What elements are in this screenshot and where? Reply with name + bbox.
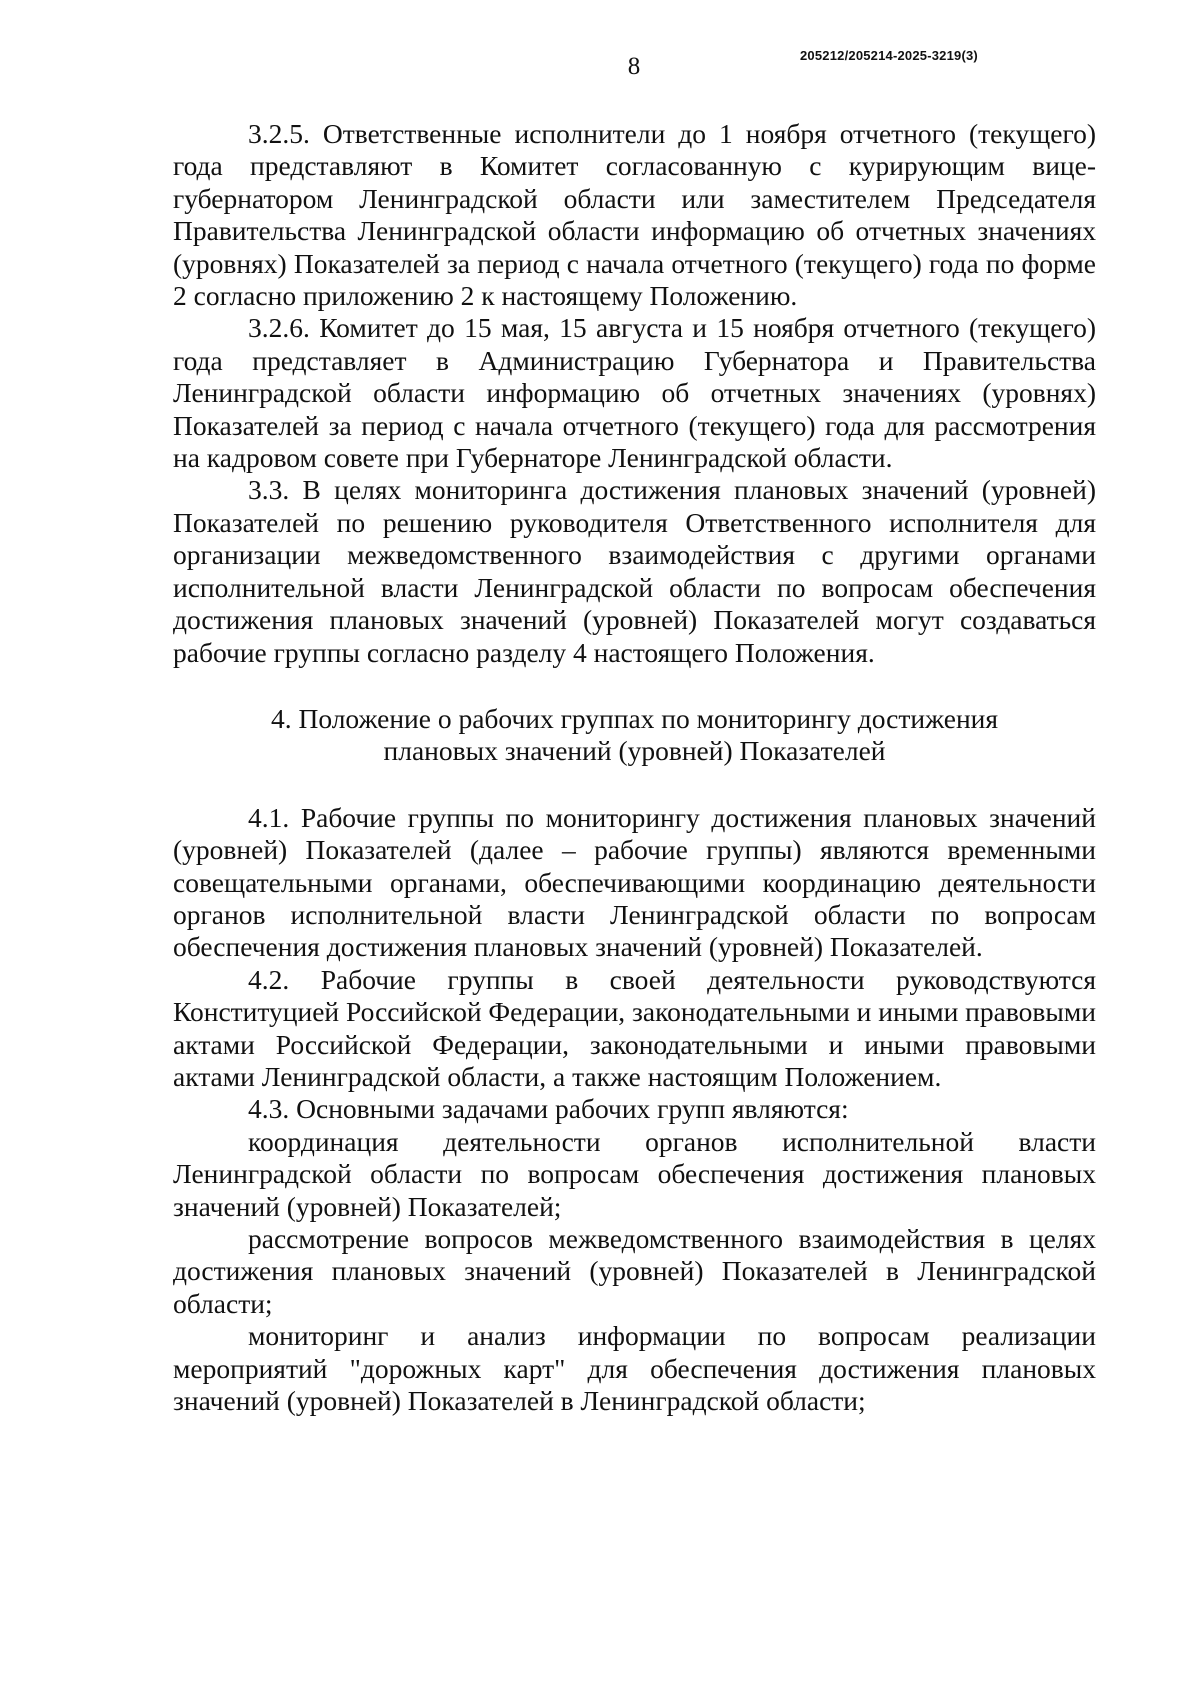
section-4-heading-line-2: плановых значений (уровней) Показателей <box>383 735 886 767</box>
task-item-coordination: координация деятельности органов исполнительной власти Ленинградской области по вопросам обеспечения достижения плановых значений (уровней) Показателей; <box>173 1125 1096 1222</box>
paragraph-4-1: 4.1. Рабочие группы по мониторингу достижения плановых значений (уровней) Показателей (далее – рабочие группы) являются временными совещательными органами, обеспечивающими координацию деятельности органов исполнительной власти Ленинградской области по вопросам обеспечения достижения плановых значений (уровней) Показателей. <box>173 801 1096 963</box>
section-4-heading <box>173 669 1096 802</box>
paragraph-3-2-5: 3.2.5. Ответственные исполнители до 1 ноября отчетного (текущего) года представляют в Комитет согласованную с курирующим вице-губернатором Ленинградской области или заместителем Председателя Правительства Ленинградской области информацию об отчетных значениях (уровнях) Показателей за период с начала отчетного (текущего) года по форме 2 согласно приложению 2 к настоящему Положению. <box>173 118 1096 312</box>
document-body <box>173 118 1096 1417</box>
task-item-interaction: рассмотрение вопросов межведомственного взаимодействия в целях достижения плановых значений (уровней) Показателей в Ленинградской области; <box>173 1223 1096 1319</box>
paragraph-4-2: 4.2. Рабочие группы в своей деятельности руководствуются Конституцией Российской Федерации, законодательными и иными правовыми актами Российской Федерации, законодательными и иными правовыми актами Ленинградской области, а также настоящим Положением. <box>173 963 1096 1092</box>
document-registration-code: 205212/205214-2025-3219(3) <box>800 48 978 63</box>
paragraph-3-2-6: 3.2.6. Комитет до 15 мая, 15 августа и 15 ноября отчетного (текущего) года представляет в Администрацию Губернатора и Правительства Ленинградской области информацию об отчетных значениях (уровнях) Показателей за период с начала отчетного (текущего) года для рассмотрения на кадровом совете при Губернаторе Ленинградской области. <box>173 312 1096 474</box>
task-item-monitoring: мониторинг и анализ информации по вопросам реализации мероприятий "дорожных карт" для обеспечения достижения плановых значений (уровней) Показателей в Ленинградской области; <box>173 1320 1096 1417</box>
section-4-heading-line-1: 4. Положение о рабочих группах по мониторингу достижения <box>270 702 999 734</box>
paragraph-3-3: 3.3. В целях мониторинга достижения плановых значений (уровней) Показателей по решению руководителя Ответственного исполнителя для организации межведомственного взаимодействия с другими органами исполнительной власти Ленинградской области по вопросам обеспечения достижения плановых значений (уровней) Показателей могут создаваться рабочие группы согласно разделу 4 настоящего Положения. <box>173 474 1096 668</box>
page-number: 8 <box>627 53 641 80</box>
paragraph-4-3: 4.3. Основными задачами рабочих групп являются: <box>248 1093 849 1125</box>
